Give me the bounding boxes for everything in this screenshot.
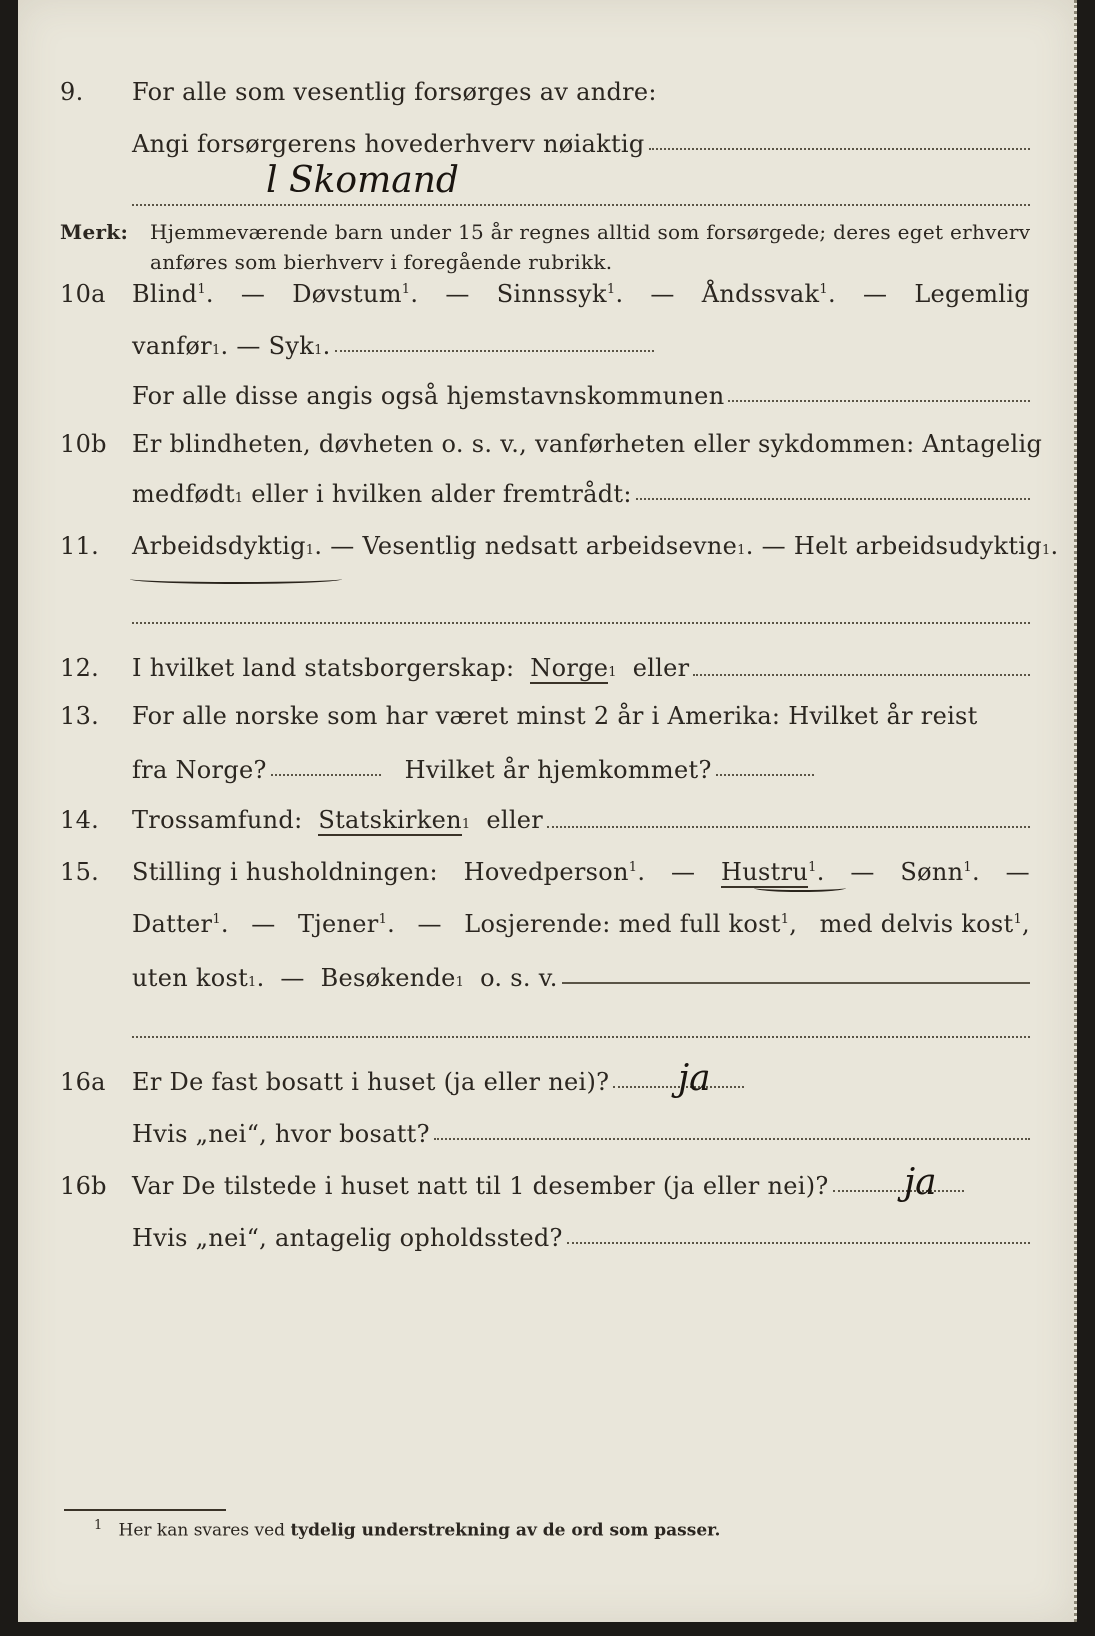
q10a-andssvak[interactable]: Åndssvak	[701, 280, 820, 308]
q16a-text-2: Hvis „nei“, hvor bosatt?	[132, 1120, 430, 1148]
q11-answer-line	[132, 622, 1030, 624]
q10a-row-2: vanfør 1 . — Syk 1 .	[18, 332, 1074, 372]
q12-text: I hvilket land statsborgerskap:	[132, 654, 515, 682]
q15-hustru[interactable]: Hustru	[721, 858, 809, 886]
q16b-row-2	[18, 1224, 1074, 1264]
q14-text: Trossamfund:	[132, 806, 303, 834]
q10b-row-1	[18, 430, 1074, 470]
q10b-medfodt[interactable]: medfødt	[132, 480, 235, 508]
q11-arbeidsdyktig[interactable]: Arbeidsdyktig	[132, 532, 306, 560]
q14-number: 14.	[60, 806, 100, 834]
merk-text-2: anføres som bierhverv i foregående rubrikk.	[150, 250, 613, 274]
q14-eller: eller	[486, 806, 544, 834]
q16a-handwritten-answer: ja	[678, 1058, 711, 1099]
q16a-row-2	[18, 1120, 1074, 1160]
q12-row: 12. I hvilket land statsborgerskap: Norge 1 eller	[18, 654, 1074, 694]
footnote-mark: 1	[94, 1518, 103, 1533]
q16b-opholdssted-line	[567, 1241, 1030, 1244]
q13-row-1	[18, 702, 1074, 742]
q15-delvis-kost[interactable]: med delvis kost	[819, 910, 1014, 938]
q14-answer-line	[547, 825, 1030, 828]
q16b-text-2: Hvis „nei“, antagelig opholdssted?	[132, 1224, 563, 1252]
q15-row-3: uten kost 1 . — Besøkende 1 o. s. v.	[18, 964, 1074, 1004]
q9-text-2: Angi forsørgerens hovederhverv nøiaktig	[132, 130, 645, 158]
q10a-sinnssyk[interactable]: Sinnssyk	[496, 280, 607, 308]
q9-number: 9.	[60, 78, 84, 106]
q15-answer-line-2	[132, 1036, 1030, 1038]
q16a-bosatt-line	[434, 1137, 1030, 1140]
q10b-row-2: medfødt 1 eller i hvilken alder fremtrådt:	[18, 480, 1074, 520]
q14-row: 14. Trossamfund: Statskirken 1 eller	[18, 806, 1074, 846]
q13-hjemkommet-line	[716, 773, 814, 776]
q15-uten-kost[interactable]: uten kost	[132, 964, 249, 992]
footnote-bold-text: tydelig understrekning av de ord som passer.	[290, 1520, 721, 1541]
q12-answer-line	[693, 673, 1030, 676]
q15-text-1: Stilling i husholdningen:	[132, 858, 438, 886]
q15-row-2: Datter$^1$. — Tjener$^1$. — Losjerende: med full kost$^1$, med delvis kost$^1$,	[132, 910, 1030, 938]
q11-handwritten-underline	[130, 574, 342, 584]
q14-statskirken[interactable]: Statskirken	[318, 806, 462, 834]
q15-row-1: 15. Stilling i husholdningen: Hovedperson$^1$. — Hustru$^1$. — Sønn$^1$. —	[60, 858, 1030, 886]
q13-text-1: For alle norske som har været minst 2 år i Amerika: Hvilket år reist	[132, 702, 978, 730]
footnote-rule	[64, 1509, 226, 1511]
census-form-page	[18, 0, 1077, 1622]
q15-sonn[interactable]: Sønn	[900, 858, 964, 886]
q16b-number: 16b	[60, 1172, 107, 1200]
q13-text-2b: Hvilket år hjemkommet?	[404, 756, 712, 784]
q13-number: 13.	[60, 702, 100, 730]
q10a-row-1: 10a Blind$^1$. — Døvstum$^1$. — Sinnssyk$^1$. — Åndssvak$^1$. — Legemlig	[60, 280, 1030, 308]
merk-text-1: Hjemmeværende barn under 15 år regnes alltid som forsørgede; deres eget erhverv	[150, 220, 1031, 244]
q15-besokende[interactable]: Besøkende	[320, 964, 456, 992]
q15-losjerende-full[interactable]: Losjerende: med full kost	[464, 910, 781, 938]
q10b-answer-line	[636, 497, 1030, 500]
q15-handwritten-underline	[754, 884, 846, 892]
q13-row-2	[18, 756, 1074, 796]
q9-answer-line-2	[132, 204, 1030, 206]
q12-norge[interactable]: Norge	[530, 654, 609, 682]
q10a-syk[interactable]: Syk	[268, 332, 315, 360]
q16a-row-1	[18, 1068, 1074, 1108]
q10a-legemlig[interactable]: Legemlig	[914, 280, 1030, 308]
q10a-number: 10a	[60, 280, 106, 308]
q16b-text-1: Var De tilstede i huset natt til 1 desember (ja eller nei)?	[132, 1172, 829, 1200]
q10a-vanfor[interactable]: vanfør	[132, 332, 212, 360]
q10a-answer-line	[335, 349, 654, 352]
q9-row-2	[18, 130, 1074, 170]
q11-number: 11.	[60, 532, 100, 560]
q15-number: 15.	[60, 858, 100, 886]
q9-handwritten-answer: l Skomand	[266, 160, 459, 201]
q10b-number: 10b	[60, 430, 107, 458]
q15-osv: o. s. v.	[480, 964, 558, 992]
q9-answer-line	[649, 147, 1030, 150]
merk-label: Merk:	[60, 220, 129, 244]
q16a-number: 16a	[60, 1068, 106, 1096]
q13-reist-line	[271, 773, 381, 776]
footnote-text: Her kan svares ved	[118, 1520, 286, 1541]
q13-text-2a: fra Norge?	[132, 756, 267, 784]
q9-row-1	[18, 78, 1074, 118]
q16b-answer-line	[833, 1189, 964, 1192]
footnote	[94, 1518, 720, 1541]
q11-row: 11. Arbeidsdyktig 1 . — Vesentlig nedsatt arbeidsevne 1 . — Helt arbeidsudyktig 1 .	[60, 532, 1059, 560]
q12-number: 12.	[60, 654, 100, 682]
q10a-blind[interactable]: Blind	[132, 280, 198, 308]
q10b-text-2: eller i hvilken alder fremtrådt:	[251, 480, 632, 508]
q10b-text-1: Er blindheten, døvheten o. s. v., vanførheten eller sykdommen: Antagelig	[132, 430, 1043, 458]
q15-hovedperson[interactable]: Hovedperson	[463, 858, 629, 886]
q11-udyktig[interactable]: Helt arbeidsudyktig	[793, 532, 1042, 560]
q9-text-1: For alle som vesentlig forsørges av andre:	[132, 78, 657, 106]
q10a-row-3	[18, 382, 1074, 422]
q15-answer-line	[562, 981, 1030, 984]
q15-tjener[interactable]: Tjener	[297, 910, 379, 938]
q12-eller: eller	[632, 654, 690, 682]
q16b-handwritten-answer: ja	[904, 1162, 937, 1203]
q10a-hjemstavn-line	[728, 399, 1030, 402]
q15-datter[interactable]: Datter	[132, 910, 213, 938]
q10a-dovstum[interactable]: Døvstum	[292, 280, 402, 308]
q16a-text-1: Er De fast bosatt i huset (ja eller nei)?	[132, 1068, 610, 1096]
q11-nedsatt[interactable]: Vesentlig nedsatt arbeidsevne	[362, 532, 738, 560]
q10a-text-3: For alle disse angis også hjemstavnskommunen	[132, 382, 725, 410]
